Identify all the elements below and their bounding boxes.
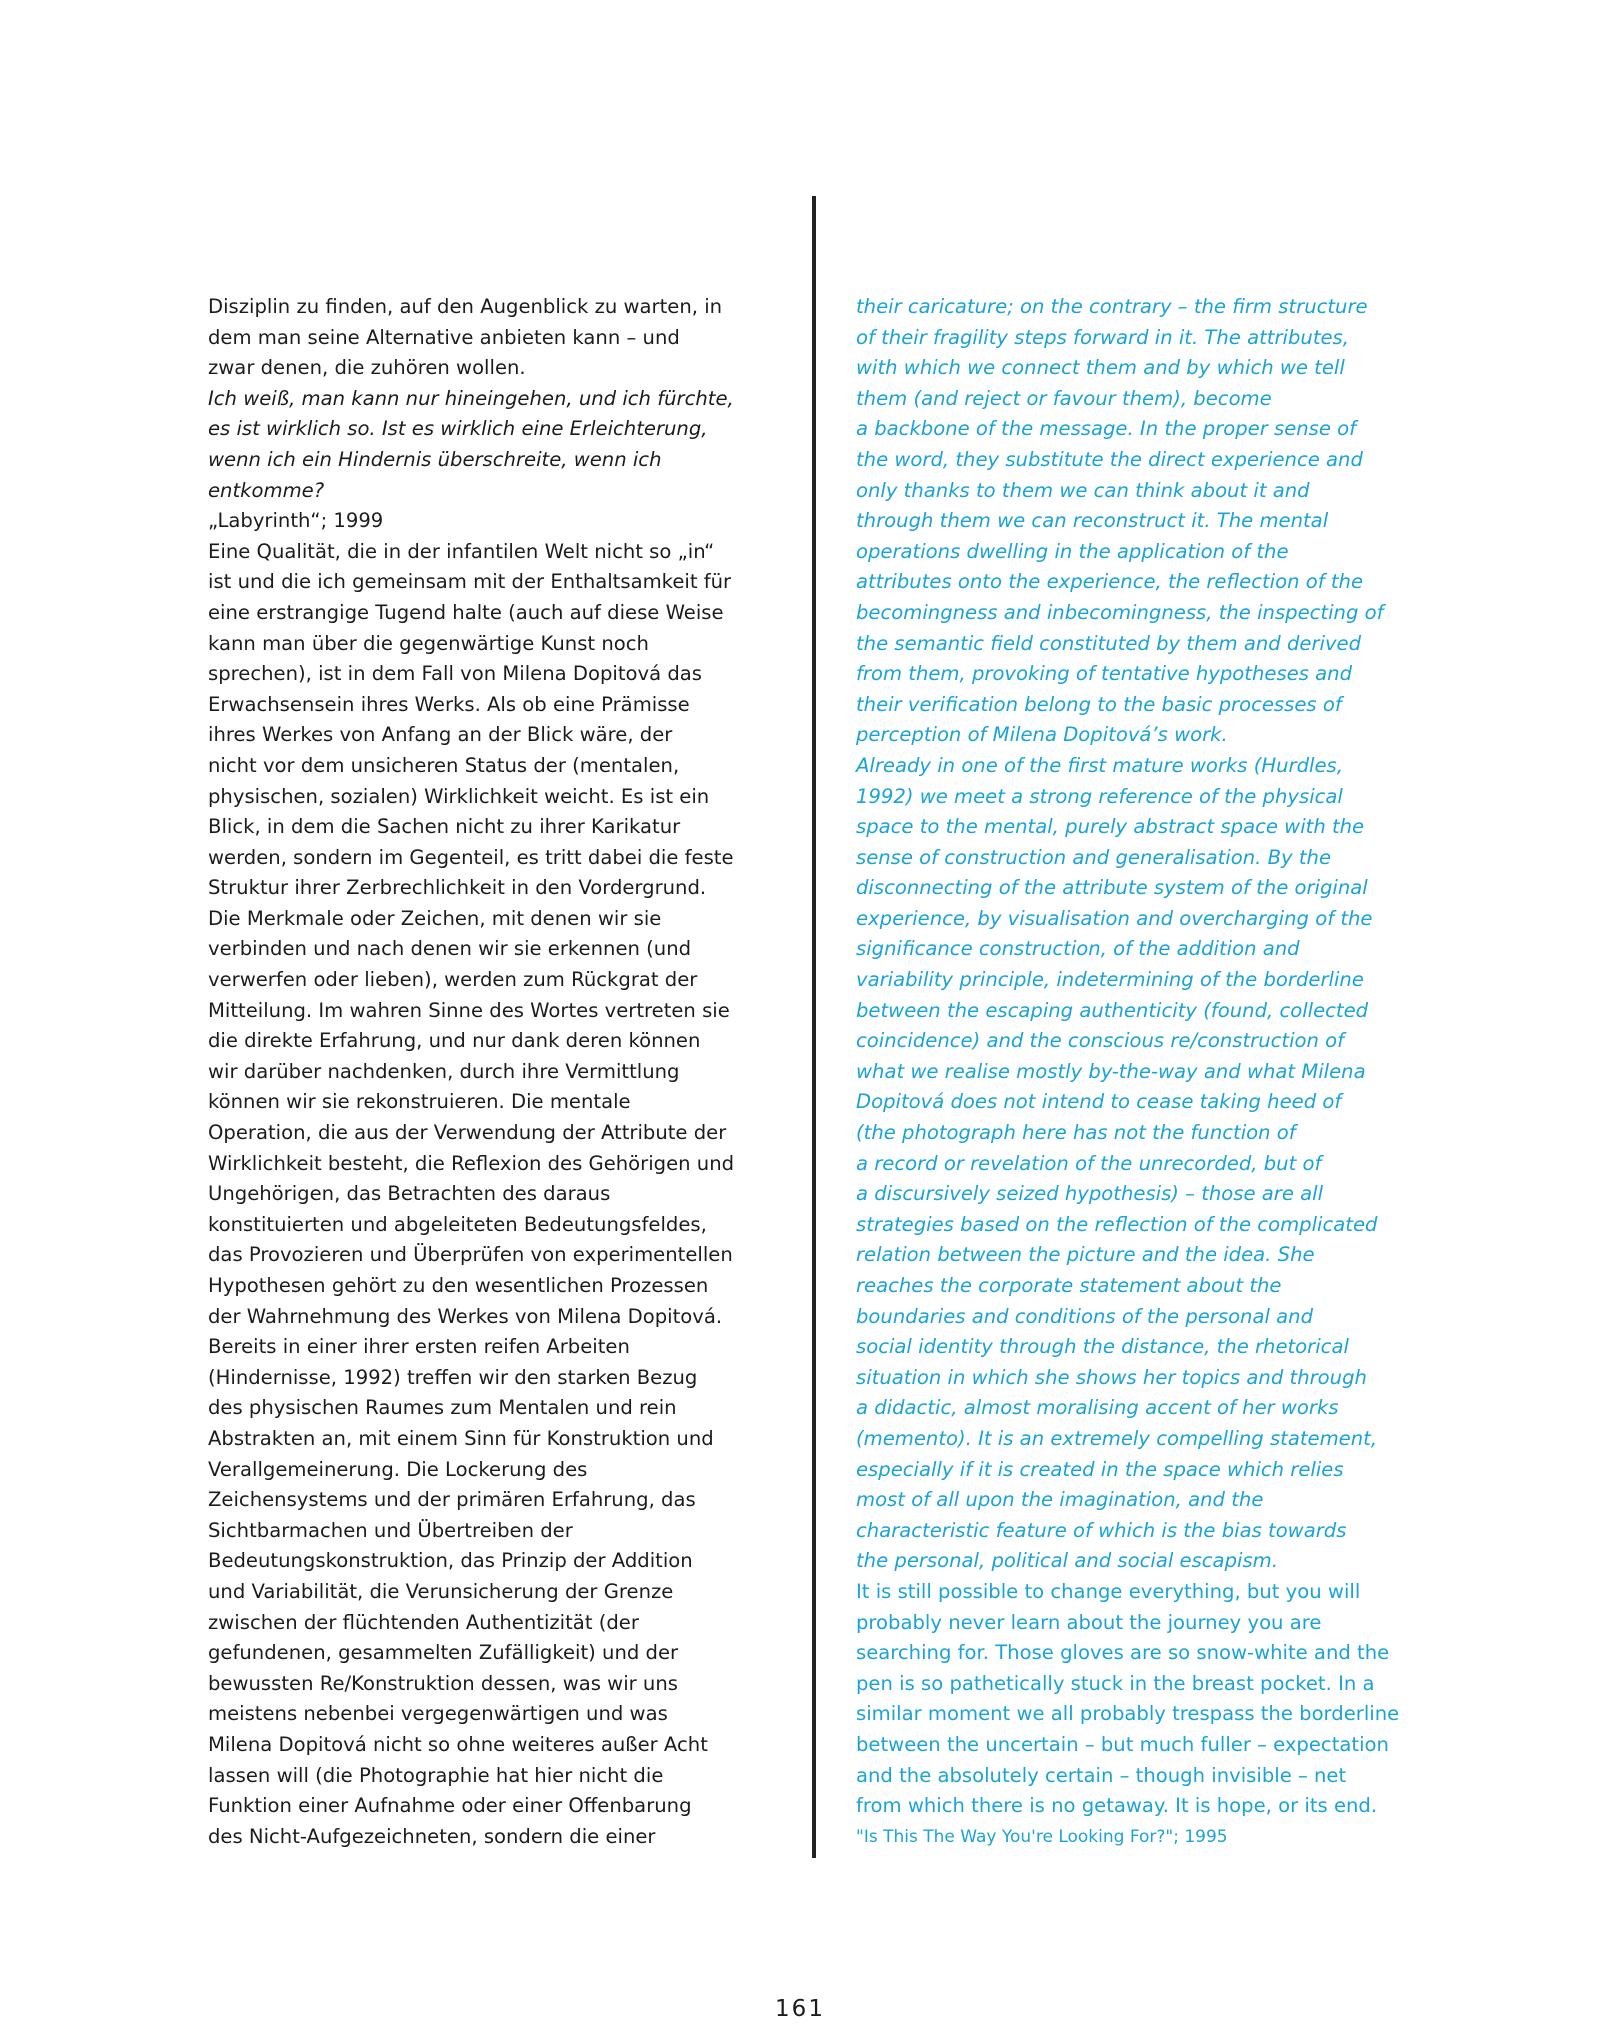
text-line: a record or revelation of the unrecorded, but of — [856, 1151, 1322, 1175]
text-line: attributes onto the experience, the reflection of the — [856, 570, 1363, 594]
text-line: most of all upon the imagination, and the — [856, 1488, 1264, 1512]
text-line: through them we can reconstruct it. The mental — [856, 509, 1329, 533]
text-line: Ungehörigen, das Betrachten des daraus — [208, 1182, 611, 1206]
text-line: das Provozieren und Überprüfen von experimentellen — [208, 1243, 733, 1267]
text-line: physischen, sozialen) Wirklichkeit weicht. Es ist ein — [208, 784, 710, 808]
text-line: "Is This The Way You're Looking For?"; 1995 — [856, 1826, 1228, 1847]
text-line: (memento). It is an extremely compelling statement, — [856, 1426, 1378, 1450]
text-line: dem man seine Alternative anbieten kann – und — [208, 325, 680, 349]
text-line: Bereits in einer ihrer ersten reifen Arbeiten — [208, 1335, 630, 1359]
text-line: disconnecting of the attribute system of the original — [856, 876, 1368, 900]
text-line: Bedeutungskonstruktion, das Prinzip der Addition — [208, 1549, 693, 1573]
text-line: similar moment we all probably trespass the borderline — [856, 1702, 1400, 1726]
text-line: bewussten Re/Konstruktion dessen, was wir uns — [208, 1671, 678, 1695]
text-line: between the uncertain – but much fuller – expectation — [856, 1732, 1389, 1756]
text-line: konstituierten und abgeleiteten Bedeutungsfeldes, — [208, 1212, 707, 1236]
text-line: Struktur ihrer Zerbrechlichkeit in den Vordergrund. — [208, 876, 707, 900]
text-line: Zeichensystems und der primären Erfahrung, das — [208, 1488, 696, 1512]
text-line: the word, they substitute the direct experience and — [856, 447, 1363, 471]
text-line: des Nicht-Aufgezeichneten, sondern die einer — [208, 1824, 656, 1848]
text-line: the personal, political and social escapism. — [856, 1549, 1278, 1573]
text-line: from them, provoking of tentative hypotheses and — [856, 662, 1353, 686]
text-line: a discursively seized hypothesis) – those are all — [856, 1182, 1324, 1206]
text-line: Dopitová does not intend to cease taking heed of — [856, 1090, 1342, 1114]
text-line: strategies based on the reflection of the complicated — [856, 1212, 1378, 1236]
text-line: Verallgemeinerung. Die Lockerung des — [208, 1457, 588, 1481]
column-divider — [812, 196, 816, 1858]
text-line: zwischen der flüchtenden Authentizität (der — [208, 1610, 639, 1634]
text-line: relation between the picture and the idea. She — [856, 1243, 1315, 1267]
text-line: Hypothesen gehört zu den wesentlichen Prozessen — [208, 1274, 709, 1297]
text-line: their caricature; on the contrary – the firm structure — [856, 295, 1368, 318]
text-line: wir darüber nachdenken, durch ihre Vermittlung — [208, 1059, 680, 1083]
text-line: characteristic feature of which is the bias towards — [856, 1518, 1347, 1542]
text-line: perception of Milena Dopitová’s work. — [856, 723, 1228, 747]
text-line: between the escaping authenticity (found, collected — [856, 998, 1369, 1022]
text-line: significance construction, of the addition and — [856, 937, 1300, 961]
text-line: Erwachsensein ihres Werks. Als ob eine Prämisse — [208, 692, 690, 716]
text-line: entkomme? — [208, 478, 325, 502]
text-line: es ist wirklich so. Ist es wirklich eine Erleichterung, — [208, 417, 708, 441]
text-line: (Hindernisse, 1992) treffen wir den starken Bezug — [208, 1365, 698, 1389]
text-line: Blick, in dem die Sachen nicht zu ihrer Karikatur — [208, 815, 681, 839]
text-line: gefundenen, gesammelten Zufälligkeit) und der — [208, 1641, 679, 1665]
text-line: verbinden und nach denen wir sie erkennen (und — [208, 937, 692, 961]
text-line: searching for. Those gloves are so snow-white and the — [856, 1641, 1390, 1665]
text-line: meistens nebenbei vergegenwärtigen und was — [208, 1702, 668, 1726]
text-line: zwar denen, die zuhören wollen. — [208, 356, 526, 380]
text-line: werden, sondern im Gegenteil, es tritt dabei die feste — [208, 845, 734, 869]
text-line: what we realise mostly by-the-way and what Milena — [856, 1059, 1366, 1083]
text-line: reaches the corporate statement about the — [856, 1274, 1282, 1297]
text-line: sense of construction and generalisation. By the — [856, 845, 1331, 869]
text-line: verwerfen oder lieben), werden zum Rückgrat der — [208, 968, 698, 992]
text-line: (the photograph here has not the function of — [856, 1121, 1296, 1145]
text-line: 1992) we meet a strong reference of the physical — [856, 784, 1343, 808]
text-line: Ich weiß, man kann nur hineingehen, und ich fürchte, — [208, 386, 734, 410]
text-line: Disziplin zu finden, auf den Augenblick zu warten, in — [208, 295, 723, 318]
text-line: situation in which she shows her topics and through — [856, 1365, 1367, 1389]
text-line: nicht vor dem unsicheren Status der (mentalen, — [208, 753, 680, 777]
text-line: boundaries and conditions of the personal and — [856, 1304, 1314, 1328]
text-line: ihres Werkes von Anfang an der Blick wäre, der — [208, 723, 673, 747]
text-line: with which we connect them and by which we tell — [856, 356, 1345, 380]
text-line: ist und die ich gemeinsam mit der Enthaltsamkeit für — [208, 570, 732, 594]
text-line: them (and reject or favour them), become — [856, 386, 1272, 410]
text-line: a backbone of the message. In the proper sense of — [856, 417, 1357, 441]
text-line: Abstrakten an, mit einem Sinn für Konstruktion und — [208, 1426, 714, 1450]
text-line: their verification belong to the basic processes of — [856, 692, 1342, 716]
text-line: space to the mental, purely abstract space with the — [856, 815, 1365, 839]
text-line: becomingness and inbecomingness, the inspecting of — [856, 600, 1384, 624]
english-text-column — [856, 292, 1436, 1852]
text-line: die direkte Erfahrung, und nur dank deren können — [208, 1029, 701, 1053]
text-line: Die Merkmale oder Zeichen, mit denen wir sie — [208, 906, 662, 930]
text-line: coincidence) and the conscious re/construction of — [856, 1029, 1345, 1053]
page-number: 161 — [775, 1996, 825, 2022]
text-line: Already in one of the first mature works (Hurdles, — [856, 753, 1343, 777]
text-line: Funktion einer Aufnahme oder einer Offenbarung — [208, 1794, 692, 1818]
text-line: only thanks to them we can think about it and — [856, 478, 1310, 502]
text-line: pen is so pathetically stuck in the breast pocket. In a — [856, 1671, 1375, 1695]
text-line: „Labyrinth“; 1999 — [208, 509, 384, 533]
text-line: It is still possible to change everything, but you will — [856, 1579, 1361, 1603]
text-line: des physischen Raumes zum Mentalen und rein — [208, 1396, 677, 1420]
text-line: Operation, die aus der Verwendung der Attribute der — [208, 1121, 727, 1145]
text-line: a didactic, almost moralising accent of her works — [856, 1396, 1339, 1420]
german-text-column — [208, 292, 786, 1852]
text-line: der Wahrnehmung des Werkes von Milena Dopitová. — [208, 1304, 723, 1328]
text-line: operations dwelling in the application of the — [856, 539, 1289, 563]
text-line: probably never learn about the journey you are — [856, 1610, 1322, 1634]
text-line: of their fragility steps forward in it. The attributes, — [856, 325, 1349, 349]
text-line: kann man über die gegenwärtige Kunst noch — [208, 631, 649, 655]
text-line: Milena Dopitová nicht so ohne weiteres außer Acht — [208, 1732, 708, 1756]
text-line: Sichtbarmachen und Übertreiben der — [208, 1518, 573, 1542]
text-line: sprechen), ist in dem Fall von Milena Dopitová das — [208, 662, 702, 686]
text-line: experience, by visualisation and overcharging of the — [856, 906, 1373, 930]
text-line: Eine Qualität, die in der infantilen Welt nicht so „in“ — [208, 539, 715, 563]
text-line: variability principle, indetermining of the borderline — [856, 968, 1364, 992]
text-line: können wir sie rekonstruieren. Die mentale — [208, 1090, 631, 1114]
text-line: lassen will (die Photographie hat hier nicht die — [208, 1763, 664, 1787]
text-line: wenn ich ein Hindernis überschreite, wenn ich — [208, 447, 662, 471]
text-line: social identity through the distance, the rhetorical — [856, 1335, 1349, 1359]
text-line: and the absolutely certain – though invisible – net — [856, 1763, 1347, 1787]
text-line: from which there is no getaway. It is hope, or its end. — [856, 1794, 1378, 1818]
text-line: Wirklichkeit besteht, die Reflexion des Gehörigen und — [208, 1151, 735, 1175]
text-line: eine erstrangige Tugend halte (auch auf diese Weise — [208, 600, 724, 624]
text-line: Mitteilung. Im wahren Sinne des Wortes vertreten sie — [208, 998, 730, 1022]
text-line: the semantic field constituted by them and derived — [856, 631, 1362, 655]
text-line: und Variabilität, die Verunsicherung der Grenze — [208, 1579, 674, 1603]
text-line: especially if it is created in the space which relies — [856, 1457, 1344, 1481]
